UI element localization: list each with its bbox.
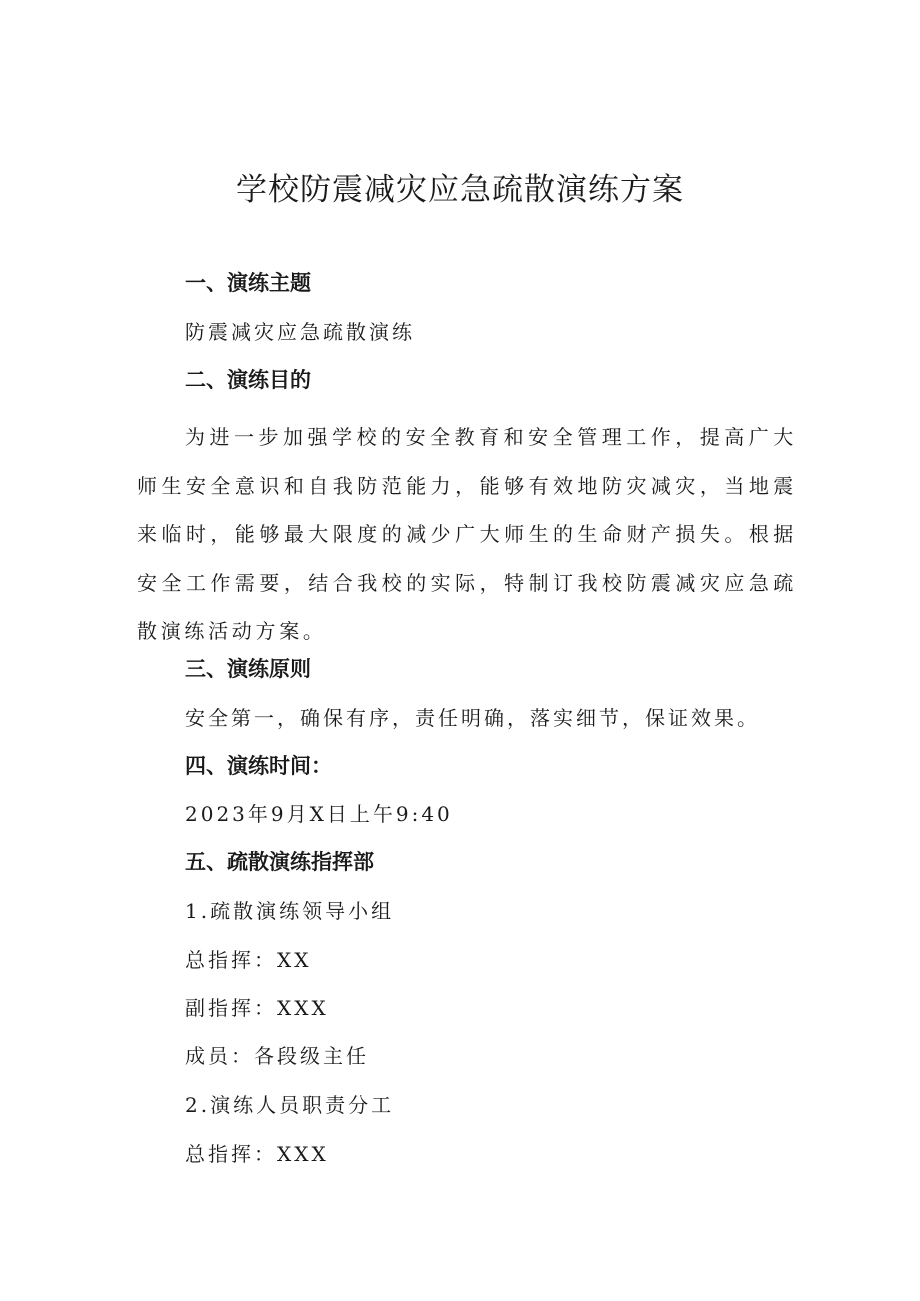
- command-item-deputy-commander: 副指挥：XXX: [185, 996, 329, 1020]
- section-body-purpose: 为进一步加强学校的安全教育和安全管理工作，提高广大师生安全意识和自我防范能力，能够有效地防灾减灾，当地震来临时，能够最大限度的减少广大师生的生命财产损失。根据安全工作需要，结合我校的实际，特制订我校防震减灾应急疏散演练活动方案。: [137, 425, 797, 643]
- section-heading-theme: 一、演练主题: [185, 271, 311, 295]
- command-item-members: 成员：各段级主任: [185, 1044, 369, 1068]
- command-item-staff-duties: 2.演练人员职责分工: [185, 1093, 395, 1117]
- section-body-time: 2023年9月X日上午9:40: [185, 802, 453, 826]
- section-body-theme: 防震减灾应急疏散演练: [185, 320, 415, 344]
- command-item-chief-commander: 总指挥：XX: [185, 948, 312, 972]
- command-item-leadership-group: 1.疏散演练领导小组: [185, 899, 395, 923]
- section-body-principle: 安全第一，确保有序，责任明确，落实细节，保证效果。: [185, 706, 760, 730]
- section-heading-time: 四、演练时间：: [185, 754, 332, 778]
- document-title: 学校防震减灾应急疏散演练方案: [236, 172, 684, 208]
- section-heading-principle: 三、演练原则: [185, 657, 311, 681]
- section-heading-purpose: 二、演练目的: [185, 368, 311, 392]
- command-item-chief-commander-2: 总指挥：XXX: [185, 1142, 329, 1166]
- section-heading-command: 五、疏散演练指挥部: [185, 850, 374, 874]
